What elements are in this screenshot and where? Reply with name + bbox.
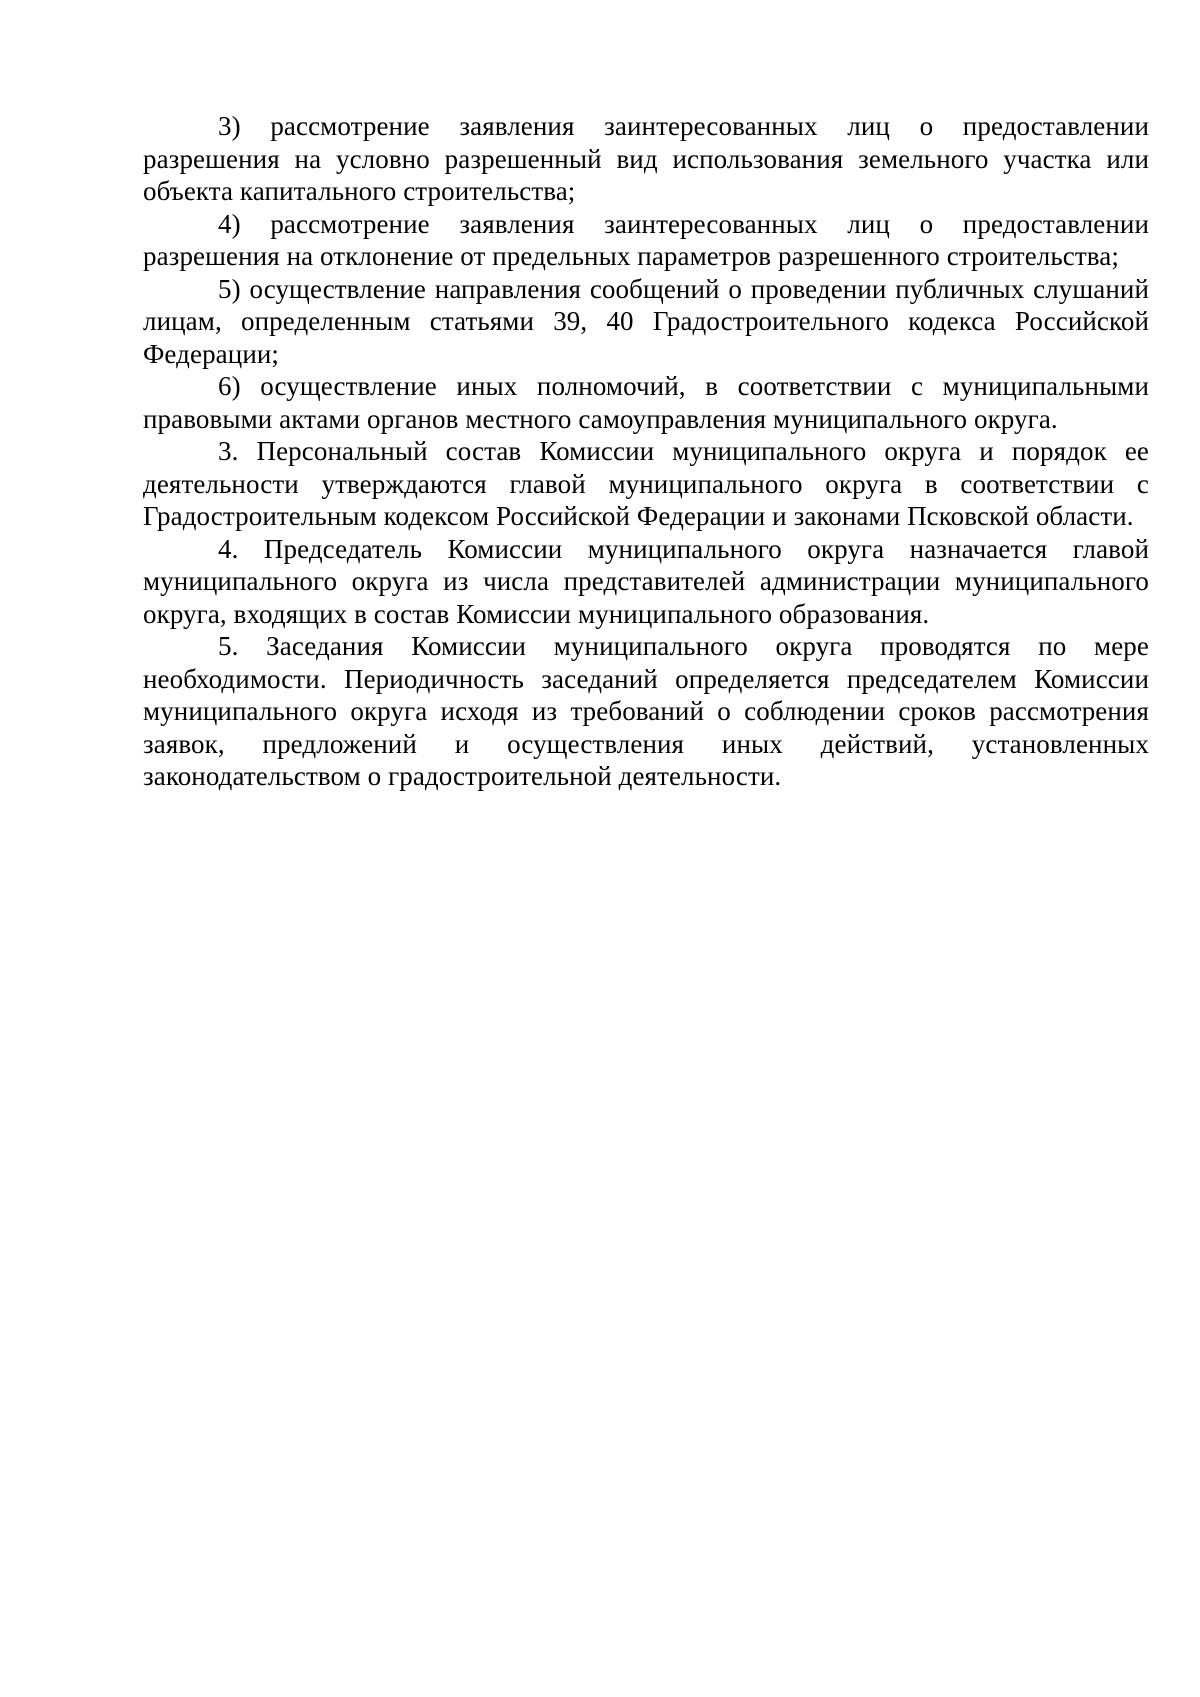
paragraph-item-6: 6) осуществление иных полномочий, в соответствии с муниципальными правовыми актами органов местного самоуправления муниципального округа.	[143, 371, 1149, 434]
paragraph-item-4: 4) рассмотрение заявления заинтересованных лиц о предоставлении разрешения на отклонение от предельных параметров разрешенного строительства;	[143, 208, 1149, 271]
paragraph-section-3: 3. Персональный состав Комиссии муниципального округа и порядок ее деятельности утверждаются главой муниципального округа в соответствии с Градостроительным кодексом Российской Федерации и законами Псковской области.	[143, 436, 1149, 531]
document-body	[143, 110, 1149, 793]
paragraph-section-5: 5. Заседания Комиссии муниципального округа проводятся по мере необходимости. Периодичность заседаний определяется председателем Комиссии муниципального округа исходя из требований о соблюдении сроков рассмотрения заявок, предложений и осуществления иных действий, установленных законодательством о градостроительной деятельности.	[143, 631, 1149, 791]
paragraph-section-4: 4. Председатель Комиссии муниципального округа назначается главой муниципального округа из числа представителей администрации муниципального округа, входящих в состав Комиссии муниципального образования.	[143, 533, 1149, 629]
paragraph-item-3: 3) рассмотрение заявления заинтересованных лиц о предоставлении разрешения на условно разрешенный вид использования земельного участка или объекта капитального строительства;	[143, 111, 1149, 206]
paragraph-item-5: 5) осуществление направления сообщений о проведении публичных слушаний лицам, определенным статьями 39, 40 Градостроительного кодекса Российской Федерации;	[143, 273, 1149, 369]
